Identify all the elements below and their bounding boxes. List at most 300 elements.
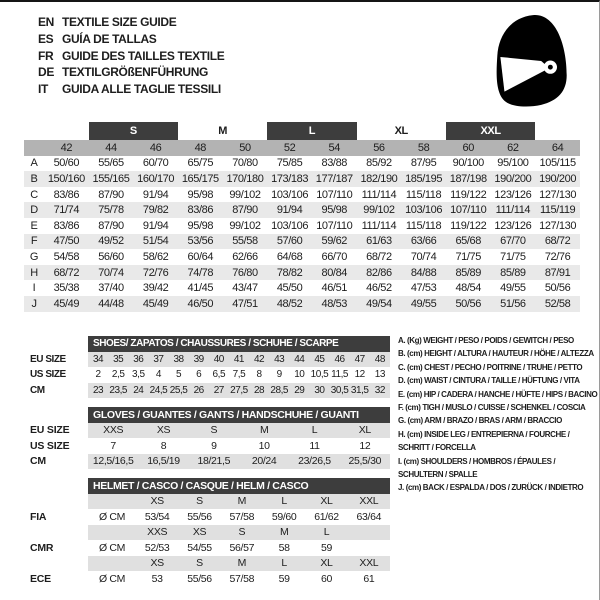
size-cell: 49/55 [401, 296, 446, 312]
sub-cell: 32 [370, 383, 390, 399]
sub-cell: 46 [330, 352, 350, 368]
size-cell: 47/53 [410, 282, 437, 295]
sub-cell: 47 [350, 352, 370, 368]
legend-item: D. (cm) WAIST / CINTURA / TAILLE / HÜFTUNG / VITA [398, 376, 580, 386]
legend-item: C. (cm) CHEST / PECHO / POITRINE / TRUHE / PETTO [398, 362, 583, 372]
sub-row-label: CM [24, 383, 88, 399]
size-cell: 65/68 [446, 234, 491, 250]
size-col-header: 60 [446, 140, 491, 156]
size-group-L: L [267, 122, 356, 140]
sub-cell: 12 [354, 369, 365, 381]
size-col-header: 42 [44, 140, 89, 156]
sub-cell: M [239, 423, 289, 439]
table-row [24, 156, 580, 172]
sub-row-label: US SIZE [24, 367, 88, 383]
language-row [38, 31, 224, 48]
size-cell: 91/94 [142, 219, 169, 232]
size-cell: 103/106 [271, 188, 309, 201]
size-cell: 80/84 [312, 265, 357, 281]
size-col-header: 64 [535, 140, 580, 156]
size-cell: 59/62 [312, 234, 357, 250]
numband-spacer [24, 140, 44, 156]
size-col-header: 46 [133, 140, 178, 156]
size-group-S: S [89, 122, 178, 140]
size-cell: 119/122 [450, 219, 487, 232]
sub-cell: 11,5 [331, 369, 349, 381]
size-cell: 103/106 [401, 202, 446, 218]
sub-cell: 18/21,5 [189, 454, 239, 470]
helmet-size-header: XXS [136, 525, 178, 541]
sub-cell: 8 [160, 439, 167, 452]
size-cell: 83/86 [178, 202, 223, 218]
sub-row-label: EU SIZE [24, 423, 88, 439]
size-cell: 46/52 [366, 282, 392, 295]
size-cell: 177/187 [312, 171, 357, 187]
size-cell: 84/88 [401, 265, 446, 281]
size-cell: 53/56 [178, 234, 223, 250]
sub-cell: S [189, 423, 239, 439]
size-cell: 91/94 [142, 188, 169, 201]
helmet-table [24, 478, 390, 587]
helmet-cell: Ø CM [98, 510, 125, 523]
legend-list [398, 334, 600, 495]
sub-cell: 10,5 [310, 369, 329, 381]
sub-cell: 2 [95, 369, 101, 381]
sub-row-label: US SIZE [24, 438, 88, 454]
sub-cell: 23,5 [108, 383, 128, 399]
size-cell: 85/89 [446, 265, 491, 281]
helmet-size-header: S [178, 556, 220, 572]
size-col-header: 54 [312, 140, 357, 156]
helmet-value-row [24, 540, 390, 556]
sub-cell: 10 [258, 439, 270, 452]
size-group-row [24, 122, 580, 140]
sub-cell: 28 [249, 383, 269, 399]
sub-cell: 34 [88, 352, 108, 368]
size-group-spacer [44, 122, 89, 140]
size-cell: 51/54 [133, 234, 178, 250]
label-spacer [24, 525, 88, 541]
table-row [24, 249, 580, 265]
helmet-size-header: XS [136, 494, 178, 510]
size-cell: 87/95 [410, 157, 437, 170]
table-row [24, 171, 580, 187]
language-title: GUIDE DES TAILLES TEXTILE [62, 48, 225, 63]
size-cell: 82/86 [357, 265, 402, 281]
size-cell: 87/90 [98, 219, 124, 232]
helmet-cell: 60 [320, 572, 332, 585]
helmet-size-header [88, 494, 136, 510]
legend-item: G. (cm) ARM / BRAZO / BRAS / ARM / BRACCIO [398, 416, 562, 426]
helmet-standard-label: ECE [24, 571, 88, 587]
sub-cell: 31,5 [350, 383, 370, 399]
helmet-cell: 53/54 [144, 510, 170, 523]
size-cell: 95/98 [187, 219, 214, 232]
helmet-size-header: XL [305, 556, 347, 572]
language-code: IT [38, 82, 48, 97]
size-cell: 87/91 [535, 265, 580, 281]
size-cell: 50/56 [446, 296, 491, 312]
table-row [24, 202, 580, 218]
helmet-cell: Ø CM [98, 572, 125, 585]
helmet-icon [492, 10, 572, 110]
sub-cell: 6 [196, 369, 202, 381]
helmet-cell: 57/58 [229, 510, 255, 523]
table-row [24, 280, 580, 296]
size-cell: 68/72 [535, 234, 580, 250]
size-cell: 107/110 [316, 188, 353, 201]
size-cell: 68/72 [44, 265, 89, 281]
helmet-cell: 52/53 [144, 541, 170, 554]
size-cell: 75/85 [276, 157, 303, 170]
size-col-header: 62 [491, 140, 536, 156]
size-col-header: 44 [89, 140, 134, 156]
size-cell: 83/86 [53, 219, 80, 232]
size-cell: 68/72 [366, 250, 392, 263]
sub-cell: 44 [289, 352, 309, 368]
size-group-M: M [218, 125, 227, 137]
size-cell: 56/60 [98, 250, 124, 263]
sub-cell: 24,5 [148, 383, 168, 399]
table-row [24, 218, 580, 234]
language-row [38, 14, 224, 31]
size-cell: 190/200 [535, 171, 580, 187]
sub-cell: 16,5/19 [138, 454, 188, 470]
row-label: F [24, 234, 44, 250]
size-cell: 45/49 [44, 296, 89, 312]
helmet-value-row [24, 571, 390, 587]
sub-cell: 35 [108, 352, 128, 368]
size-cell: 115/118 [405, 188, 442, 201]
size-cell: 55/65 [98, 157, 124, 170]
size-cell: 95/100 [497, 157, 529, 170]
size-cell: 48/54 [455, 282, 481, 295]
row-label: B [24, 171, 44, 187]
legend-item: B. (cm) HEIGHT / ALTURA / HAUTEUR / HÖHE / ALTEZZA [398, 349, 594, 359]
helmet-size-header: S [221, 525, 263, 541]
sub-cell: 20/24 [239, 454, 289, 470]
size-cell: 99/102 [229, 219, 261, 232]
size-cell: 115/119 [535, 202, 580, 218]
size-cell: 99/102 [357, 202, 402, 218]
sub-cell: 37 [148, 352, 168, 368]
language-row [38, 64, 224, 81]
helmet-value-row [24, 509, 390, 525]
language-code: DE [38, 65, 54, 80]
size-cell: 87/90 [223, 202, 268, 218]
sub-cell: 11 [309, 439, 320, 452]
sub-cell: XXS [88, 423, 138, 439]
size-cell: 54/58 [53, 250, 80, 263]
size-cell: 49/54 [357, 296, 402, 312]
helmet-size-header: S [178, 494, 220, 510]
size-cell: 95/98 [187, 188, 214, 201]
size-cell: 51/56 [491, 296, 536, 312]
helmet-size-header: XXL [348, 556, 390, 572]
row-label: E [30, 219, 38, 232]
helmet-cell: 59 [320, 541, 332, 554]
helmet-standard-label: FIA [24, 509, 88, 525]
sub-cell: 39 [189, 352, 209, 368]
helmet-size-header: XXL [348, 494, 390, 510]
helmet-cell: 63/64 [356, 510, 382, 523]
helmet-cell: 61 [363, 572, 375, 585]
size-cell: 45/49 [133, 296, 178, 312]
sub-cell: 6,5 [212, 369, 226, 381]
size-cell: 155/165 [89, 171, 134, 187]
table-row [24, 265, 580, 281]
size-group-spacer [535, 122, 580, 140]
row-label: H [24, 265, 44, 281]
helmet-cell: 57/58 [229, 572, 255, 585]
legend-item: A. (Kg) WEIGHT / PESO / POIDS / GEWITCH / PESO [398, 336, 574, 345]
language-code: ES [38, 31, 54, 46]
helmet-size-header: L [305, 525, 347, 541]
size-cell: 87/90 [98, 188, 124, 201]
size-cell: 70/80 [232, 157, 258, 170]
sub-cell: 7 [110, 439, 116, 452]
size-cell: 185/195 [401, 171, 446, 187]
language-title: GUÍA DE TALLAS [62, 31, 157, 46]
language-code: FR [38, 48, 54, 63]
size-cell: 49/52 [89, 234, 134, 250]
size-cell: 173/183 [267, 171, 312, 187]
sub-cell: 5 [176, 369, 182, 381]
shoes-table [24, 336, 390, 398]
size-cell: 83/88 [321, 157, 348, 170]
size-cell: 170/180 [223, 171, 268, 187]
size-group-XL: XL [394, 125, 408, 137]
sub-row-label: CM [24, 454, 88, 470]
size-cell: 72/76 [133, 265, 178, 281]
size-cell: 62/66 [232, 250, 258, 263]
helmet-size-header: XS [178, 525, 220, 541]
size-cell: 75/78 [89, 202, 134, 218]
sub-cell: 3,5 [132, 369, 145, 381]
size-cell: 47/51 [223, 296, 268, 312]
sub-cell: 23 [88, 383, 108, 399]
size-cell: 60/64 [187, 250, 214, 263]
size-cell: 83/86 [53, 188, 80, 201]
sub-cell: 41 [229, 352, 249, 368]
size-number-row [24, 140, 580, 156]
row-label: D [24, 202, 44, 218]
label-spacer [24, 556, 88, 572]
sub-cell: 29 [289, 383, 309, 399]
sub-cell: 8 [256, 369, 262, 381]
sub-cell: 4 [155, 369, 161, 381]
helmet-size-header [88, 525, 136, 541]
size-cell: 72/76 [544, 250, 571, 263]
size-cell: 123/126 [494, 219, 532, 232]
size-cell: 74/78 [178, 265, 223, 281]
sub-cell: 9 [276, 369, 282, 381]
helmet-size-header: M [221, 494, 263, 510]
table-row [24, 383, 390, 399]
size-cell: 85/92 [366, 157, 392, 170]
size-cell: 71/75 [500, 250, 526, 263]
helmet-table-header: HELMET / CASCO / CASQUE / HELM / CASCO [88, 478, 390, 494]
helmet-size-row [24, 556, 390, 572]
helmet-cell: Ø CM [98, 541, 125, 554]
size-cell: 107/110 [446, 202, 491, 218]
row-label: J [24, 296, 44, 312]
corner-spacer [24, 122, 44, 140]
table-row [24, 423, 390, 439]
helmet-size-header: M [263, 525, 305, 541]
table-row [24, 352, 390, 368]
sub-cell: 27 [209, 383, 229, 399]
sub-cell: XL [340, 423, 390, 439]
size-cell: 63/66 [401, 234, 446, 250]
size-cell: 47/50 [44, 234, 89, 250]
size-cell: 48/52 [267, 296, 312, 312]
size-cell: 43/47 [232, 282, 258, 295]
size-cell: 105/115 [539, 157, 576, 170]
helmet-cell: 56/57 [229, 541, 255, 554]
size-cell: 50/60 [53, 157, 80, 170]
size-cell: 79/82 [133, 202, 178, 218]
legend-item: F. (cm) TIGH / MUSLO / CUISSE / SCHENKEL / COSCIA [398, 403, 586, 413]
legend-item: I. (cm) SHOULDERS / HOMBROS / ÉPAULES / SCHULTERN / SPALLE [398, 456, 556, 480]
gloves-table [24, 407, 390, 469]
helmet-size-header: L [263, 556, 305, 572]
size-cell: 78/82 [267, 265, 312, 281]
size-cell: 127/130 [539, 219, 577, 232]
gloves-table-header-row [24, 407, 390, 423]
language-row [38, 81, 224, 98]
size-cell: 39/42 [142, 282, 169, 295]
sub-cell: 23/26,5 [289, 454, 339, 470]
sub-cell: 30 [309, 383, 329, 399]
size-cell: 123/126 [494, 188, 532, 201]
sub-cell: 27,5 [229, 383, 249, 399]
row-label: C [30, 188, 38, 201]
size-cell: 37/40 [98, 282, 124, 295]
size-cell: 55/58 [223, 234, 268, 250]
size-cell: 41/45 [187, 282, 214, 295]
helmet-size-header: M [221, 556, 263, 572]
size-cell: 45/50 [276, 282, 303, 295]
size-cell: 65/75 [187, 157, 214, 170]
sub-cell: 10 [294, 369, 305, 381]
helmet-cell: 58 [278, 541, 290, 554]
size-cell: 127/130 [539, 188, 577, 201]
size-cell: 50/56 [544, 282, 571, 295]
language-title: TEXTILGRÖßENFÜHRUNG [62, 65, 209, 80]
size-cell: 66/70 [321, 250, 348, 263]
sub-cell: 40 [209, 352, 229, 368]
sub-cell: 7,5 [232, 369, 246, 381]
size-cell: 35/38 [53, 282, 80, 295]
helmet-cell: 55/56 [187, 510, 212, 523]
label-spacer [24, 494, 88, 510]
sub-cell: 9 [211, 439, 217, 452]
size-cell: 64/68 [276, 250, 303, 263]
size-cell: 150/160 [44, 171, 89, 187]
sub-row-label: EU SIZE [24, 352, 88, 368]
size-cell: 67/70 [491, 234, 536, 250]
size-cell: 103/106 [271, 219, 309, 232]
size-col-header: 52 [267, 140, 312, 156]
sub-cell: 30,5 [330, 383, 350, 399]
size-col-header: 58 [401, 140, 446, 156]
size-cell: 111/114 [361, 188, 397, 201]
helmet-cell [348, 540, 390, 556]
sub-cell: 13 [374, 369, 385, 381]
sub-cell: 42 [249, 352, 269, 368]
helmet-cell: 55/56 [187, 572, 212, 585]
size-cell: 70/74 [89, 265, 134, 281]
legend-item: H. (cm) INSIDE LEG / ENTREPIERNA / FOURCHE / SCHRITT / FORCELLA [398, 429, 570, 453]
size-col-header: 50 [223, 140, 268, 156]
helmet-size-header [348, 525, 390, 541]
sub-cell: 25,5/30 [340, 454, 390, 470]
size-cell: 58/62 [142, 250, 169, 263]
size-cell: 46/51 [321, 282, 348, 295]
language-list [38, 14, 224, 98]
size-group-XXL: XXL [446, 122, 535, 140]
size-cell: 70/74 [410, 250, 437, 263]
legend-item: E. (cm) HIP / CADERA / HANCHE / HÜFTE / HIPS / BACINO [398, 389, 598, 399]
helmet-cell: 59/60 [271, 510, 297, 523]
sub-cell: 48 [370, 352, 390, 368]
size-cell: 107/110 [316, 219, 353, 232]
gloves-table-header: GLOVES / GUANTES / GANTS / HANDSCHUHE / GUANTI [88, 407, 390, 423]
language-row [38, 48, 224, 65]
row-label: A [30, 157, 38, 170]
label-spacer [24, 336, 88, 352]
sub-cell: 12,5/16,5 [88, 454, 138, 470]
size-cell: 71/75 [455, 250, 481, 263]
size-cell: 187/198 [446, 171, 491, 187]
size-col-header: 48 [178, 140, 223, 156]
helmet-cell: 53 [151, 572, 163, 585]
size-cell: 119/122 [450, 188, 487, 201]
size-cell: 46/50 [178, 296, 223, 312]
size-cell: 115/118 [405, 219, 442, 232]
size-cell: 71/74 [44, 202, 89, 218]
language-code: EN [38, 15, 54, 29]
helmet-size-header [88, 556, 136, 572]
size-cell: 160/170 [133, 171, 178, 187]
size-cell: 111/114 [491, 202, 536, 218]
legend-item: J. (cm) BACK / ESPALDA / DOS / ZURÜCK / INDIETRO [398, 483, 584, 493]
helmet-size-header: XL [305, 494, 347, 510]
sub-cell: 24 [128, 383, 148, 399]
size-cell: 60/70 [142, 157, 169, 170]
helmet-size-row [24, 525, 390, 541]
sub-cell: L [289, 423, 339, 439]
shoes-table-header-row [24, 336, 390, 352]
sub-cell: 12 [359, 439, 371, 452]
size-cell: 95/98 [312, 202, 357, 218]
label-spacer [24, 407, 88, 423]
size-cell: 52/58 [535, 296, 580, 312]
table-row [24, 187, 580, 203]
sub-cell: 26 [189, 383, 209, 399]
size-cell: 182/190 [357, 171, 402, 187]
language-title: TEXTILE SIZE GUIDE [62, 15, 177, 29]
size-cell: 85/89 [491, 265, 536, 281]
row-label: I [32, 282, 36, 295]
table-row [24, 296, 580, 312]
size-cell: 190/200 [491, 171, 536, 187]
size-cell: 48/53 [312, 296, 357, 312]
sub-cell: XS [138, 423, 188, 439]
size-cell: 44/48 [89, 296, 134, 312]
sub-cell: 2,5 [111, 369, 125, 381]
